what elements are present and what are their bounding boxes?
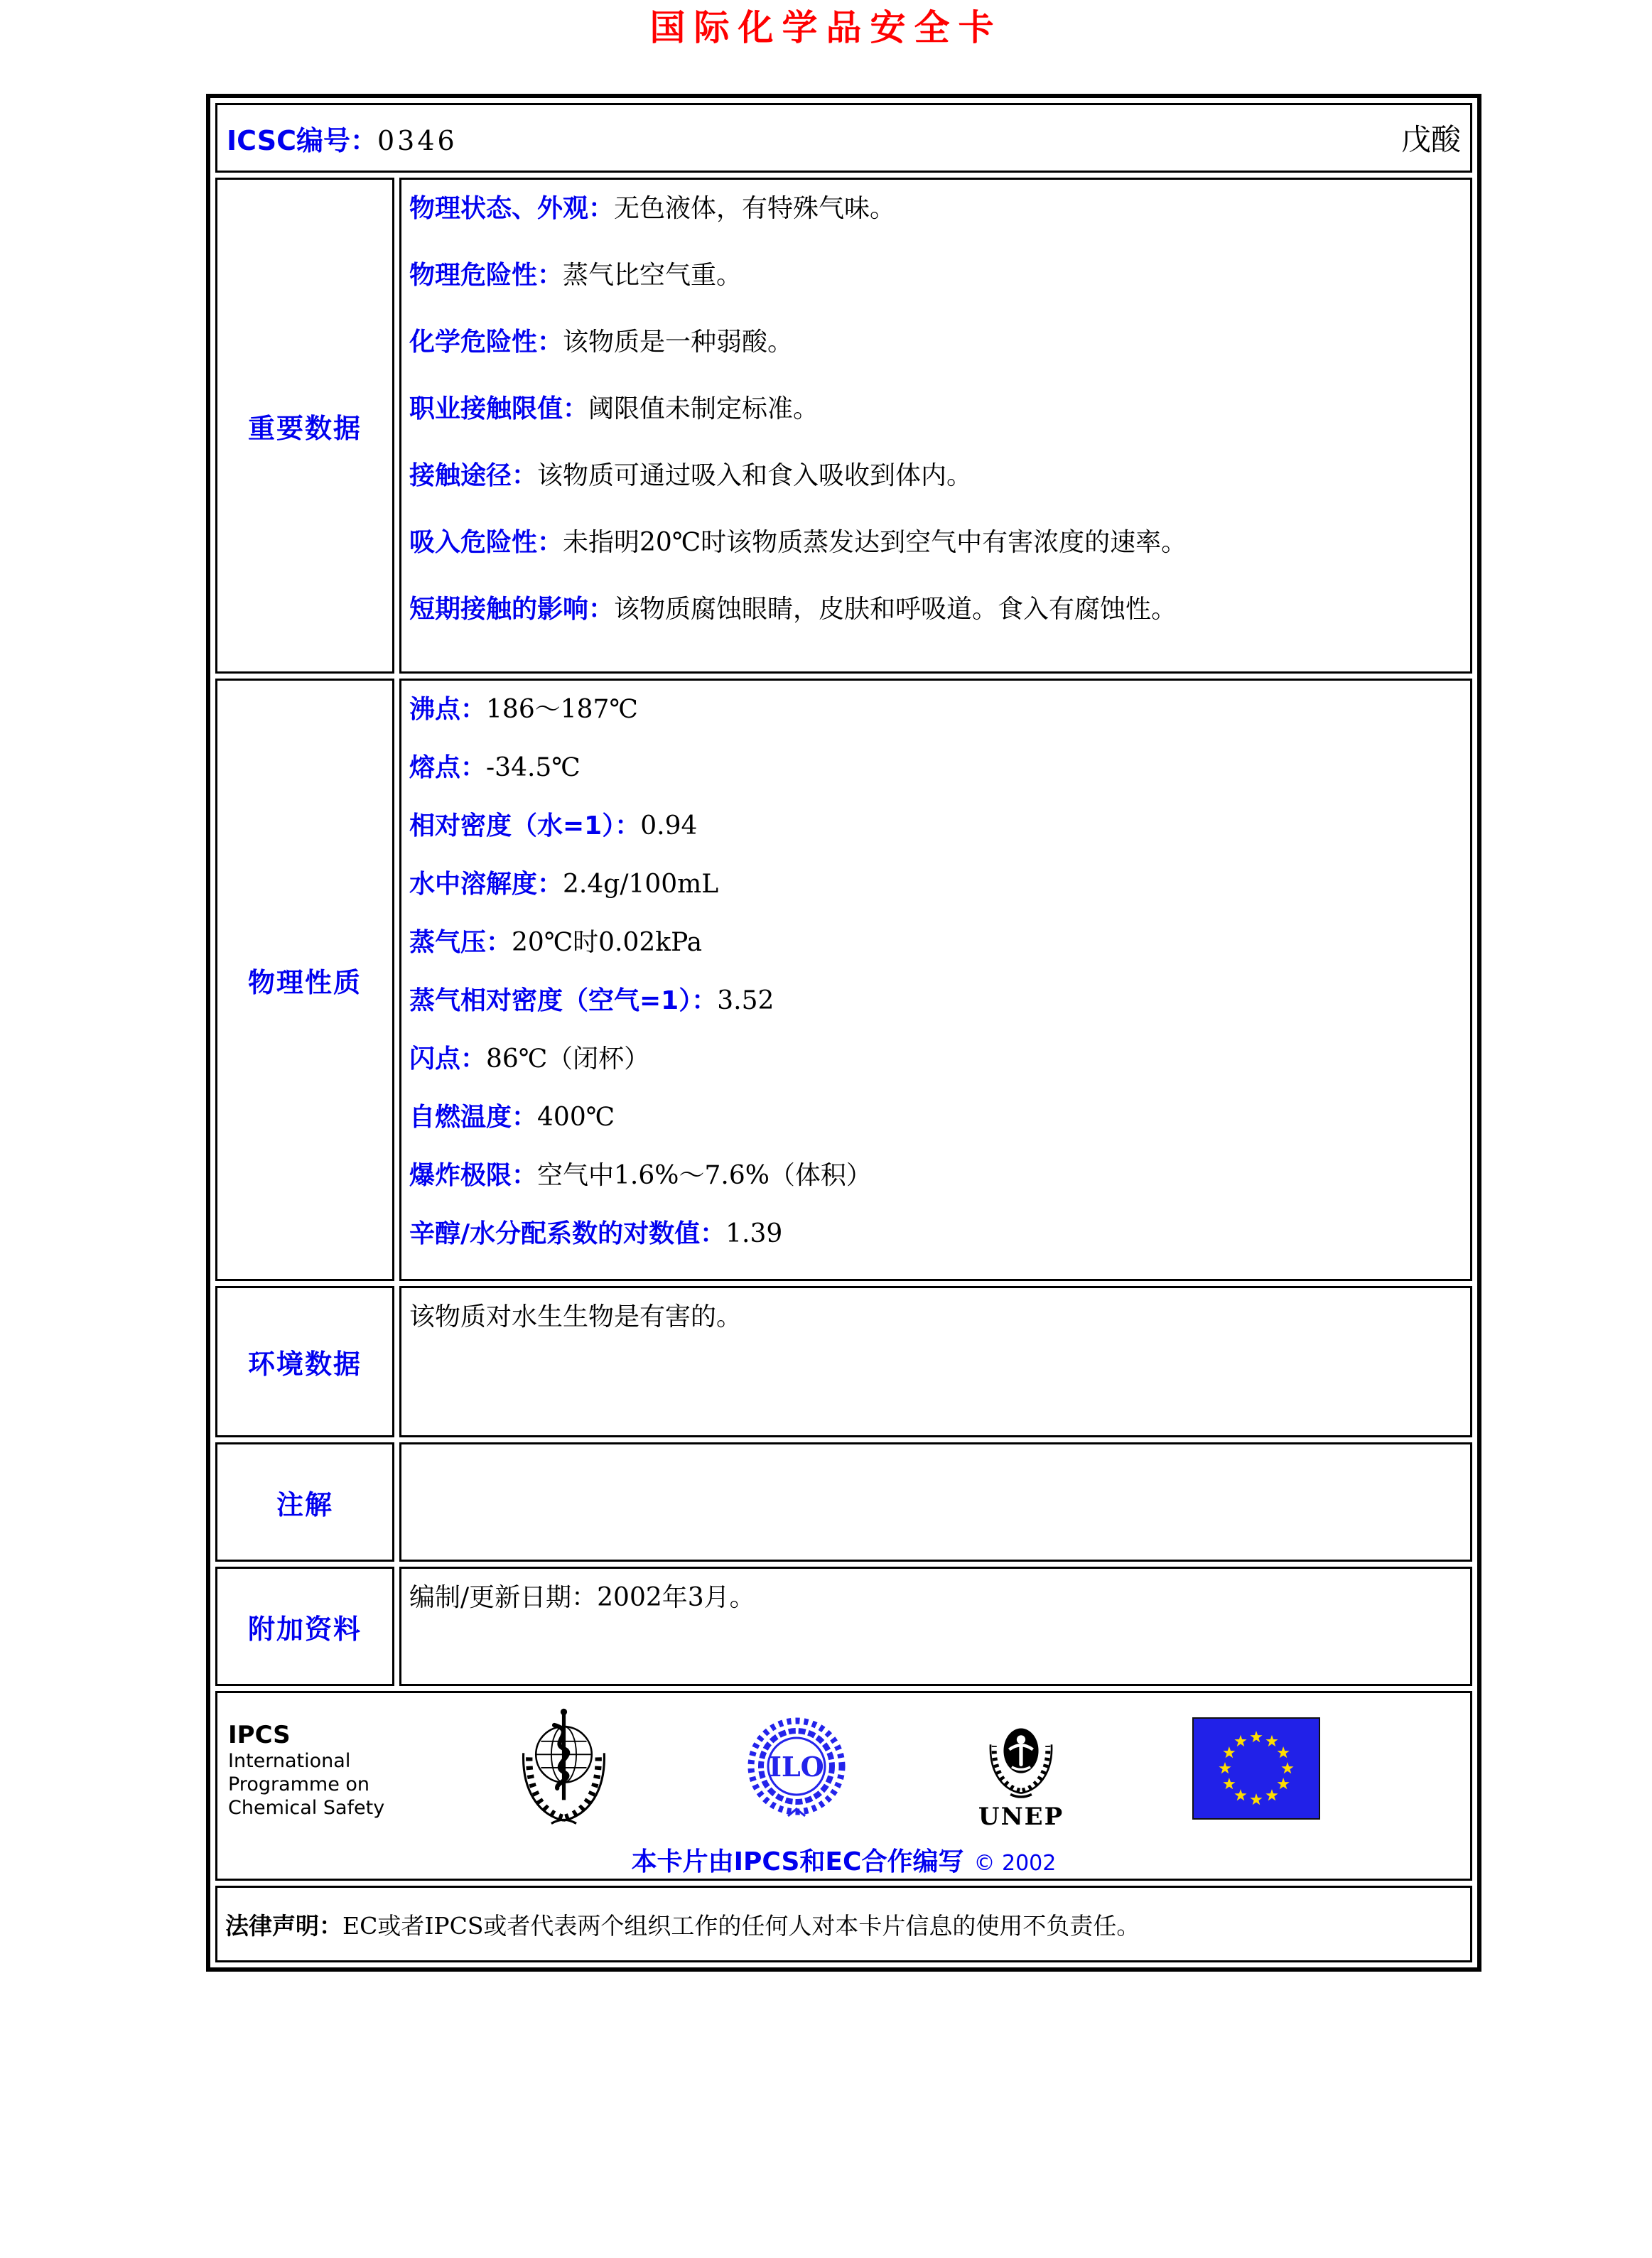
field-label: 物理危险性：	[409, 261, 563, 290]
page-title: 国际化学品安全卡	[649, 6, 1003, 48]
field-line	[409, 1159, 1459, 1193]
field-value: 空气中1.6%～7.6%（体积）	[537, 1161, 872, 1190]
field-value: 3.52	[717, 986, 774, 1015]
field-label: 自燃温度：	[409, 1103, 538, 1132]
important-data-row	[215, 178, 1472, 674]
field-value: 0.94	[640, 811, 698, 841]
legal-cell	[215, 1886, 1472, 1962]
field-label: 职业接触限值：	[409, 394, 589, 423]
notes-row	[215, 1442, 1472, 1562]
field-label: 短期接触的影响：	[409, 595, 615, 624]
section-label-cell-environment	[215, 1286, 394, 1437]
logos-cell	[215, 1691, 1472, 1881]
section-label-important: 重要数据	[247, 412, 362, 444]
section-label-cell-physical	[215, 679, 394, 1281]
legal-row	[215, 1886, 1472, 1962]
field-label: 水中溶解度：	[409, 870, 563, 899]
section-label-cell-additional	[215, 1567, 394, 1686]
environment-row	[215, 1286, 1472, 1437]
field-value: 86℃（闭杯）	[486, 1044, 650, 1074]
field-line	[409, 693, 1459, 727]
unep-logo-block	[974, 1711, 1068, 1829]
legal-text: EC或者IPCS或者代表两个组织工作的任何人对本卡片信息的使用不负责任。	[342, 1911, 1140, 1940]
ipcs-text-block	[228, 1721, 384, 1820]
section-label-cell-notes	[215, 1442, 394, 1562]
section-label-physical: 物理性质	[247, 966, 362, 998]
eu-flag-icon	[1192, 1717, 1320, 1822]
field-label: 爆炸极限：	[409, 1161, 538, 1190]
field-label: 接触途径：	[409, 461, 538, 490]
field-value: 阈限值未制定标准。	[588, 394, 819, 423]
section-label-environment: 环境数据	[247, 1349, 362, 1380]
field-value: 蒸气比空气重。	[563, 261, 743, 290]
ipcs-line: Chemical Safety	[228, 1796, 385, 1819]
field-line	[409, 459, 1459, 493]
copyright-text: © 2002	[973, 1851, 1057, 1876]
caption-text: 本卡片由IPCS和EC合作编写	[631, 1847, 964, 1876]
field-value: 该物质可通过吸入和食入吸收到体内。	[537, 461, 973, 490]
section-content-additional	[399, 1567, 1472, 1686]
header-cell	[215, 103, 1472, 173]
field-value: 186～187℃	[486, 695, 638, 724]
field-line	[409, 751, 1459, 785]
field-value: 无色液体，有特殊气味。	[614, 194, 896, 223]
field-line	[409, 593, 1459, 627]
unep-logo-icon	[974, 1711, 1068, 1805]
icsc-number-group	[227, 119, 458, 158]
icsc-card-table	[206, 94, 1481, 1972]
field-line	[409, 984, 1459, 1018]
icsc-number-value: 0346	[377, 124, 458, 156]
who-logo-icon	[509, 1706, 619, 1834]
field-line	[409, 259, 1459, 293]
physical-properties-row	[215, 679, 1472, 1281]
section-label-additional: 附加资料	[247, 1613, 362, 1645]
section-content-environment	[399, 1286, 1472, 1437]
field-label: 化学危险性：	[409, 328, 563, 357]
section-content-physical	[399, 679, 1472, 1281]
field-value: -34.5℃	[486, 753, 581, 782]
field-label: 吸入危险性：	[409, 528, 563, 557]
header-row	[215, 103, 1472, 173]
field-line	[409, 526, 1459, 560]
field-line	[409, 325, 1459, 360]
field-value: 该物质对水生生物是有害的。	[409, 1302, 743, 1331]
field-value: 2.4g/100mL	[563, 870, 719, 899]
field-line	[409, 868, 1459, 902]
field-value: 1.39	[725, 1219, 783, 1248]
icsc-number-label: ICSC编号：	[227, 124, 377, 156]
unep-logo-text: UNEP	[978, 1803, 1064, 1831]
ipcs-line: International	[228, 1749, 351, 1772]
field-label: 沸点：	[409, 695, 487, 724]
ipcs-line: Programme on	[228, 1773, 370, 1795]
logos-row	[215, 1691, 1472, 1881]
field-label: 物理状态、外观：	[409, 194, 615, 223]
field-label: 蒸气压：	[409, 928, 512, 957]
field-line	[409, 1042, 1459, 1076]
chemical-name: 戊酸	[1400, 122, 1461, 157]
field-value: 该物质是一种弱酸。	[563, 328, 794, 357]
field-label: 熔点：	[409, 753, 487, 782]
field-line	[409, 1217, 1459, 1251]
field-value: 该物质腐蚀眼睛，皮肤和呼吸道。食入有腐蚀性。	[614, 595, 1177, 624]
ilo-logo-text: ILO	[769, 1751, 824, 1783]
field-line	[409, 1300, 1459, 1334]
field-label: 相对密度（水=1）：	[409, 811, 641, 841]
cooperation-caption	[218, 1842, 1469, 1878]
section-label-notes: 注解	[276, 1489, 333, 1520]
ipcs-acronym: IPCS	[228, 1720, 291, 1749]
section-content-important	[399, 178, 1472, 674]
field-line	[409, 926, 1459, 960]
field-label: 闪点：	[409, 1044, 487, 1074]
field-value: 未指明20℃时该物质蒸发达到空气中有害浓度的速率。	[563, 528, 1187, 557]
field-value: 编制/更新日期：2002年3月。	[409, 1583, 755, 1612]
field-line	[409, 192, 1459, 226]
section-label-cell-important	[215, 178, 394, 674]
legal-label: 法律声明：	[225, 1911, 342, 1940]
field-line	[409, 1581, 1459, 1615]
field-value: 20℃时0.02kPa	[512, 928, 703, 957]
field-label: 蒸气相对密度（空气=1）：	[409, 986, 718, 1015]
field-line	[409, 809, 1459, 843]
field-label: 辛醇/水分配系数的对数值：	[409, 1219, 726, 1248]
ilo-logo-icon	[743, 1715, 850, 1825]
additional-info-row	[215, 1567, 1472, 1686]
field-line	[409, 392, 1459, 426]
field-line	[409, 1101, 1459, 1135]
section-content-notes	[399, 1442, 1472, 1562]
field-value: 400℃	[537, 1103, 615, 1132]
